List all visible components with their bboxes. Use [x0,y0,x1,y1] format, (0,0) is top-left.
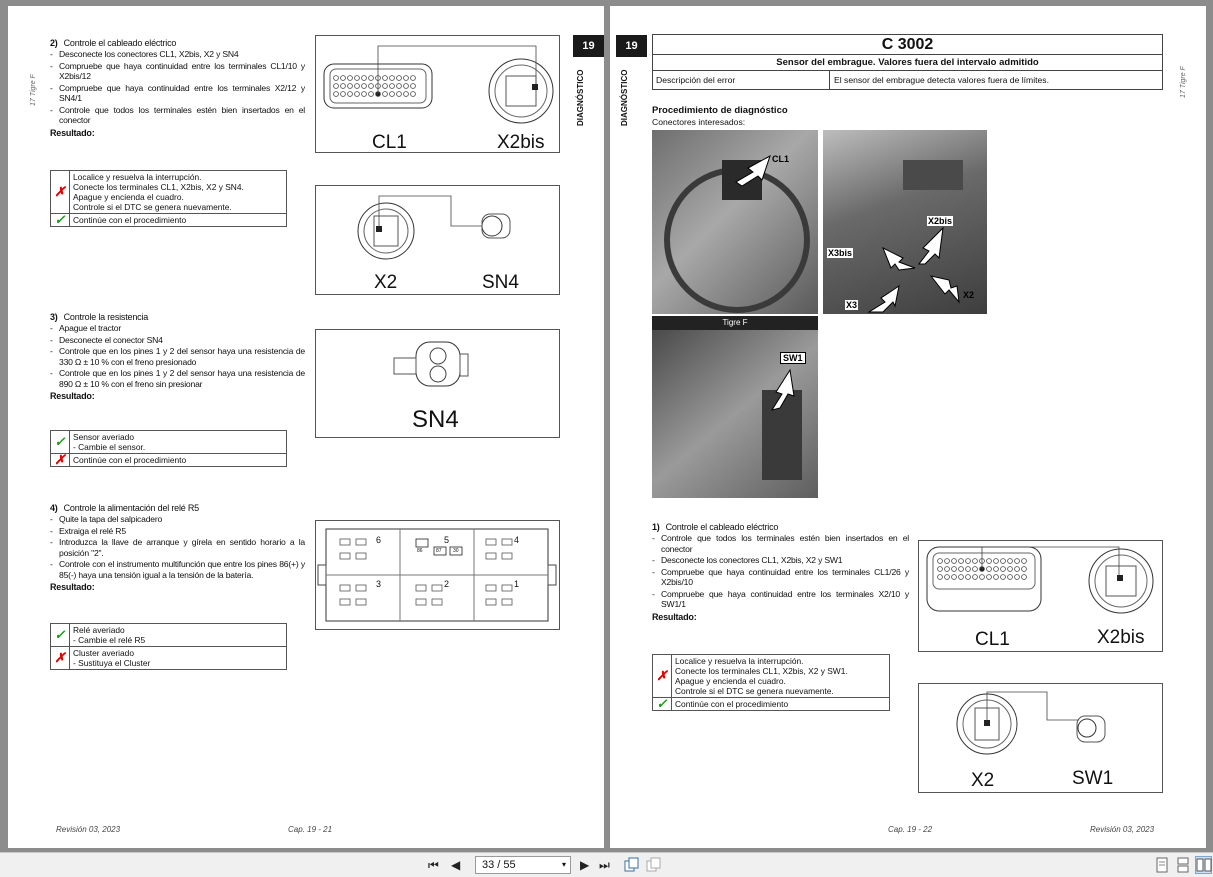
step-list [50,323,305,389]
prev-page-icon[interactable]: ◀ [451,858,461,872]
photo-label: X3 [846,300,858,310]
diagram-label: SW1 [1072,768,1114,789]
list-item: - Quite la tapa del salpicadero [50,514,305,525]
two-page-view-icon[interactable] [1195,856,1212,874]
dtc-subtitle: Sensor del embrague. Valores fuera del intervalo admitido [653,55,1162,71]
list-item: - Compruebe que haya continuidad entre los terminales X2/10 y SW1/1 [652,589,909,610]
margin-note: 17 Tigre F [30,74,37,106]
step-block [50,38,305,139]
diagram-label: SN4 [412,406,459,433]
step-title: 4) Controle la alimentación del relé R5 [50,503,199,513]
list-item: - Desconecte los conectores CL1, X2bis, X2 y SW1 [652,555,909,566]
step-list [652,533,909,610]
navigation-toolbar [0,852,1213,877]
photo-label: CL1 [772,154,790,164]
footer-page-number: Cap. 19 - 22 [888,825,933,834]
dtc-code: C 3002 [653,35,1162,55]
connector-diagram-x2-sw1 [918,683,1163,793]
list-item: - Compruebe que haya continuidad entre los terminales CL1/26 y X2bis/10 [652,567,909,588]
connector-diagram-sn4 [315,329,560,438]
relay-number: 1 [514,579,519,589]
continuous-view-icon[interactable] [1176,857,1190,876]
diagram-label: X2 [374,272,398,293]
photo-x2-x3 [823,130,987,314]
single-page-view-icon[interactable] [1155,857,1169,876]
connector-diagram-cl1-x2bis [918,540,1163,652]
list-item: - Compruebe que haya continuidad entre los terminales CL1/10 y X2bis/12 [50,61,305,82]
photo-caption: Tigre F [652,316,818,330]
chapter-tab: 19 [616,35,647,57]
result-label: Resultado: [50,127,95,138]
pass-icon: ✓ [653,698,672,711]
relay-number: 4 [514,535,519,545]
relay-number: 2 [444,579,449,589]
pass-icon: ✓ [51,431,70,454]
result-label: Resultado: [50,582,95,592]
step-list [50,49,305,126]
pass-icon: ✓ [51,624,70,647]
relay-pin-label: 87 [436,548,442,554]
step-block [50,503,305,593]
list-item: - Introduzca la llave de arranque y gírela en sentido horario a la posición "2". [50,537,305,558]
relay-number: 6 [376,535,381,545]
page-indicator: 33 / 55 [482,859,516,871]
margin-note: 17 Tigre F [1180,66,1187,98]
photo-sw1 [652,330,818,498]
relay-number: 5 [444,535,449,545]
procedure-subtitle: Conectores interesados: [652,117,746,127]
list-item: - Desconecte el conector SN4 [50,335,305,346]
photo-label: SW1 [780,352,806,364]
footer-revision: Revisión 03, 2023 [1090,825,1155,834]
step-block [652,522,909,623]
chapter-side-label: DIAGNÓSTICO [620,69,629,126]
chevron-down-icon[interactable]: ▾ [561,860,566,869]
footer-page-number: Cap. 19 - 21 [288,825,333,834]
photo-label: X2bis [928,216,953,226]
result-table: ✗ Localice y resuelva la interrupción. Conecte los terminales CL1, X2bis, X2 y SN4. Apague y encienda el cuadro. Controle si el DTC se genera nuevamente. ✓ Continúe con el procedimiento [50,170,287,227]
diagram-label: X2bis [497,132,545,153]
footer-revision: Revisión 03, 2023 [56,825,121,834]
list-item: - Apague el tractor [50,323,305,334]
dtc-header [652,34,1163,90]
diagram-label: CL1 [975,629,1010,650]
diagram-label: X2bis [1097,627,1145,648]
photo-label: X3bis [828,248,853,258]
step-title: 2) Controle el cableado eléctrico [50,38,177,48]
fail-icon: ✗ [51,171,70,214]
list-item: - Desconecte los conectores CL1, X2bis, X2 y SN4 [50,49,305,60]
copy-page-icon[interactable] [623,857,639,876]
relay-box-diagram [315,520,560,630]
pass-icon: ✓ [51,214,70,227]
step-title: 1) Controle el cableado eléctrico [652,522,779,532]
list-item: - Compruebe que haya continuidad entre los terminales X2/12 y SN4/1 [50,83,305,104]
diagram-label: CL1 [372,132,407,153]
photo-cl1 [652,130,818,314]
procedure-title: Procedimiento de diagnóstico [652,105,788,116]
page-number-select[interactable] [475,856,571,874]
list-item: - Controle con el instrumento multifunción que entre los pines 86(+) y 85(-) haya una tensión igual a la tensión de la batería. [50,559,305,580]
fail-icon: ✗ [653,655,672,698]
paste-page-icon[interactable] [645,857,661,876]
next-page-icon[interactable]: ▶ [580,858,590,872]
step-title: 3) Controle la resistencia [50,312,149,322]
error-text: El sensor del embrague detecta valores fuera de límites. [834,75,1049,85]
page-left [8,6,604,848]
relay-number: 3 [376,579,381,589]
relay-pin-label: 86 [417,548,423,554]
list-item: - Controle que en los pines 1 y 2 del sensor haya una resistencia de 890 Ω ± 10 % con el freno sin presionar [50,368,305,389]
fail-icon: ✗ [51,647,70,670]
page-right [610,6,1206,848]
result-table: ✓ Sensor averiado - Cambie el sensor. ✗ Continúe con el procedimiento [50,430,287,467]
result-table: ✓ Relé averiado - Cambie el relé R5 ✗ Cluster averiado - Sustituya el Cluster [50,623,287,670]
result-label: Resultado: [652,611,697,622]
connector-diagram-x2-sn4 [315,185,560,295]
fail-icon: ✗ [51,454,70,467]
relay-pin-label: 30 [453,548,459,554]
last-page-icon[interactable]: ⏭ [599,858,610,872]
step-block [50,312,305,402]
diagram-label: X2 [971,770,995,791]
error-label: Descripción del error [656,75,736,85]
photo-label: X2 [963,290,975,300]
chapter-side-label: DIAGNÓSTICO [576,69,585,126]
connector-diagram-cl1-x2bis [315,35,560,153]
first-page-icon[interactable]: ⏮ [428,858,439,872]
list-item: - Controle que todos los terminales estén bien insertados en el conector [652,533,909,554]
list-item: - Controle que todos los terminales estén bien insertados en el conector [50,105,305,126]
step-list [50,514,305,580]
result-label: Resultado: [50,391,95,401]
list-item: - Controle que en los pines 1 y 2 del sensor haya una resistencia de 330 Ω ± 10 % con el freno presionado [50,346,305,367]
chapter-tab: 19 [573,35,604,57]
list-item: - Extraiga el relé R5 [50,526,305,537]
result-table: ✗ Localice y resuelva la interrupción. Conecte los terminales CL1, X2bis, X2 y SW1. Apague y encienda el cuadro. Controle si el DTC se genera nuevamente. ✓ Continúe con el procedimiento [652,654,890,711]
diagram-label: SN4 [482,272,519,293]
